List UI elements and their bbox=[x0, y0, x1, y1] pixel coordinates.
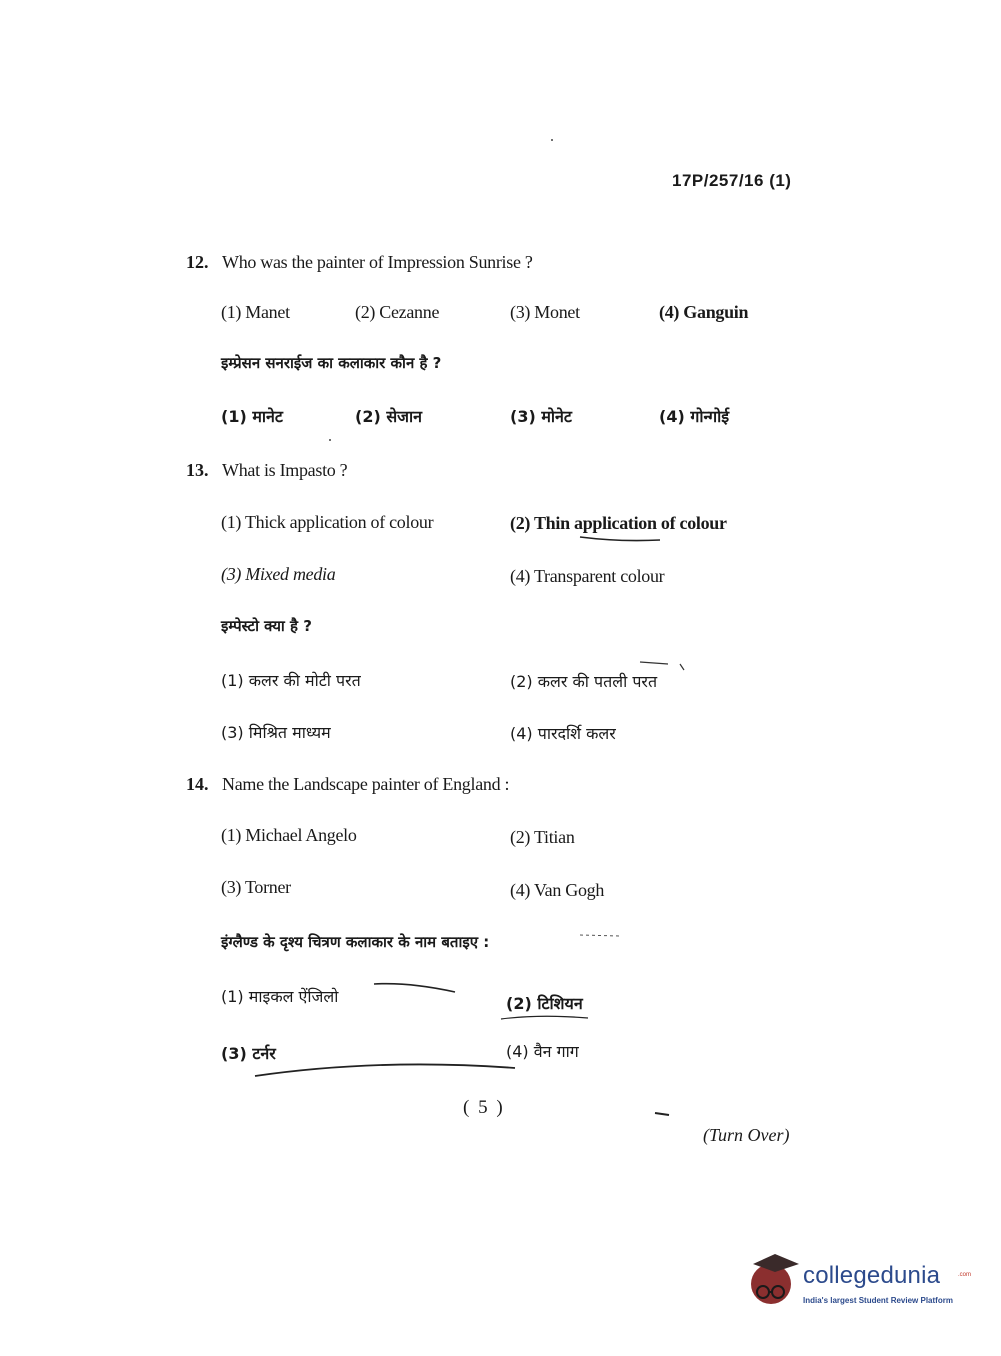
option-1-hindi: (1) माइकल ऐंजिलो bbox=[221, 987, 339, 1006]
option-2-hindi: (2) कलर की पतली परत bbox=[510, 672, 658, 691]
option-1-hindi: (1) कलर की मोटी परत bbox=[221, 671, 361, 690]
option-1-hindi: (1) मानेट bbox=[221, 407, 283, 426]
option-3-hindi: (3) टर्नर bbox=[221, 1044, 276, 1063]
paper-code: 17P/257/16 (1) bbox=[672, 171, 792, 190]
option-4-hindi: (4) वैन गाग bbox=[506, 1042, 579, 1061]
option-2-hindi: (2) टिशियन bbox=[506, 994, 583, 1013]
option-1: (1) Thick application of colour bbox=[221, 512, 434, 532]
option-3: (3) Monet bbox=[510, 302, 580, 322]
question-text: Name the Landscape painter of England : bbox=[222, 774, 510, 794]
option-4-hindi: (4) गोन्गोई bbox=[659, 407, 730, 426]
brand-tagline: India's largest Student Review Platform bbox=[803, 1296, 953, 1305]
option-3-hindi: (3) मिश्रित माध्यम bbox=[221, 723, 331, 742]
question-text-hindi: इम्प्रेसन सनराईज का कलाकार कौन है ? bbox=[221, 354, 442, 372]
option-1: (1) Michael Angelo bbox=[221, 825, 357, 845]
question-number: 14. bbox=[186, 774, 209, 794]
question-text: What is Impasto ? bbox=[222, 460, 348, 480]
option-2: (2) Titian bbox=[510, 827, 575, 847]
option-4: (4) Van Gogh bbox=[510, 880, 605, 900]
turn-over-label: (Turn Over) bbox=[703, 1125, 790, 1145]
brand-suffix: .com bbox=[958, 1272, 972, 1278]
option-3-hindi: (3) मोनेट bbox=[510, 407, 572, 426]
option-2: (2) Cezanne bbox=[355, 302, 440, 322]
question-text-hindi: इम्पेस्टो क्या है ? bbox=[221, 617, 312, 635]
option-3: (3) Mixed media bbox=[221, 564, 336, 584]
option-4: (4) Transparent colour bbox=[510, 566, 665, 586]
question-text-hindi: इंग्लैण्ड के दृश्य चित्रण कलाकार के नाम बताइए : bbox=[221, 933, 490, 951]
question-text: Who was the painter of Impression Sunrise ? bbox=[222, 252, 533, 272]
question-number: 12. bbox=[186, 252, 209, 272]
option-2-hindi: (2) सेजान bbox=[355, 407, 423, 426]
option-4: (4) Ganguin bbox=[659, 302, 749, 322]
page-number: ( 5 ) bbox=[463, 1097, 505, 1118]
option-4-hindi: (4) पारदर्शि कलर bbox=[510, 724, 616, 743]
question-number: 13. bbox=[186, 460, 209, 480]
option-1: (1) Manet bbox=[221, 302, 290, 322]
option-2: (2) Thin application of colour bbox=[510, 513, 727, 533]
option-3: (3) Torner bbox=[221, 877, 291, 897]
brand-name: collegedunia bbox=[803, 1262, 941, 1289]
